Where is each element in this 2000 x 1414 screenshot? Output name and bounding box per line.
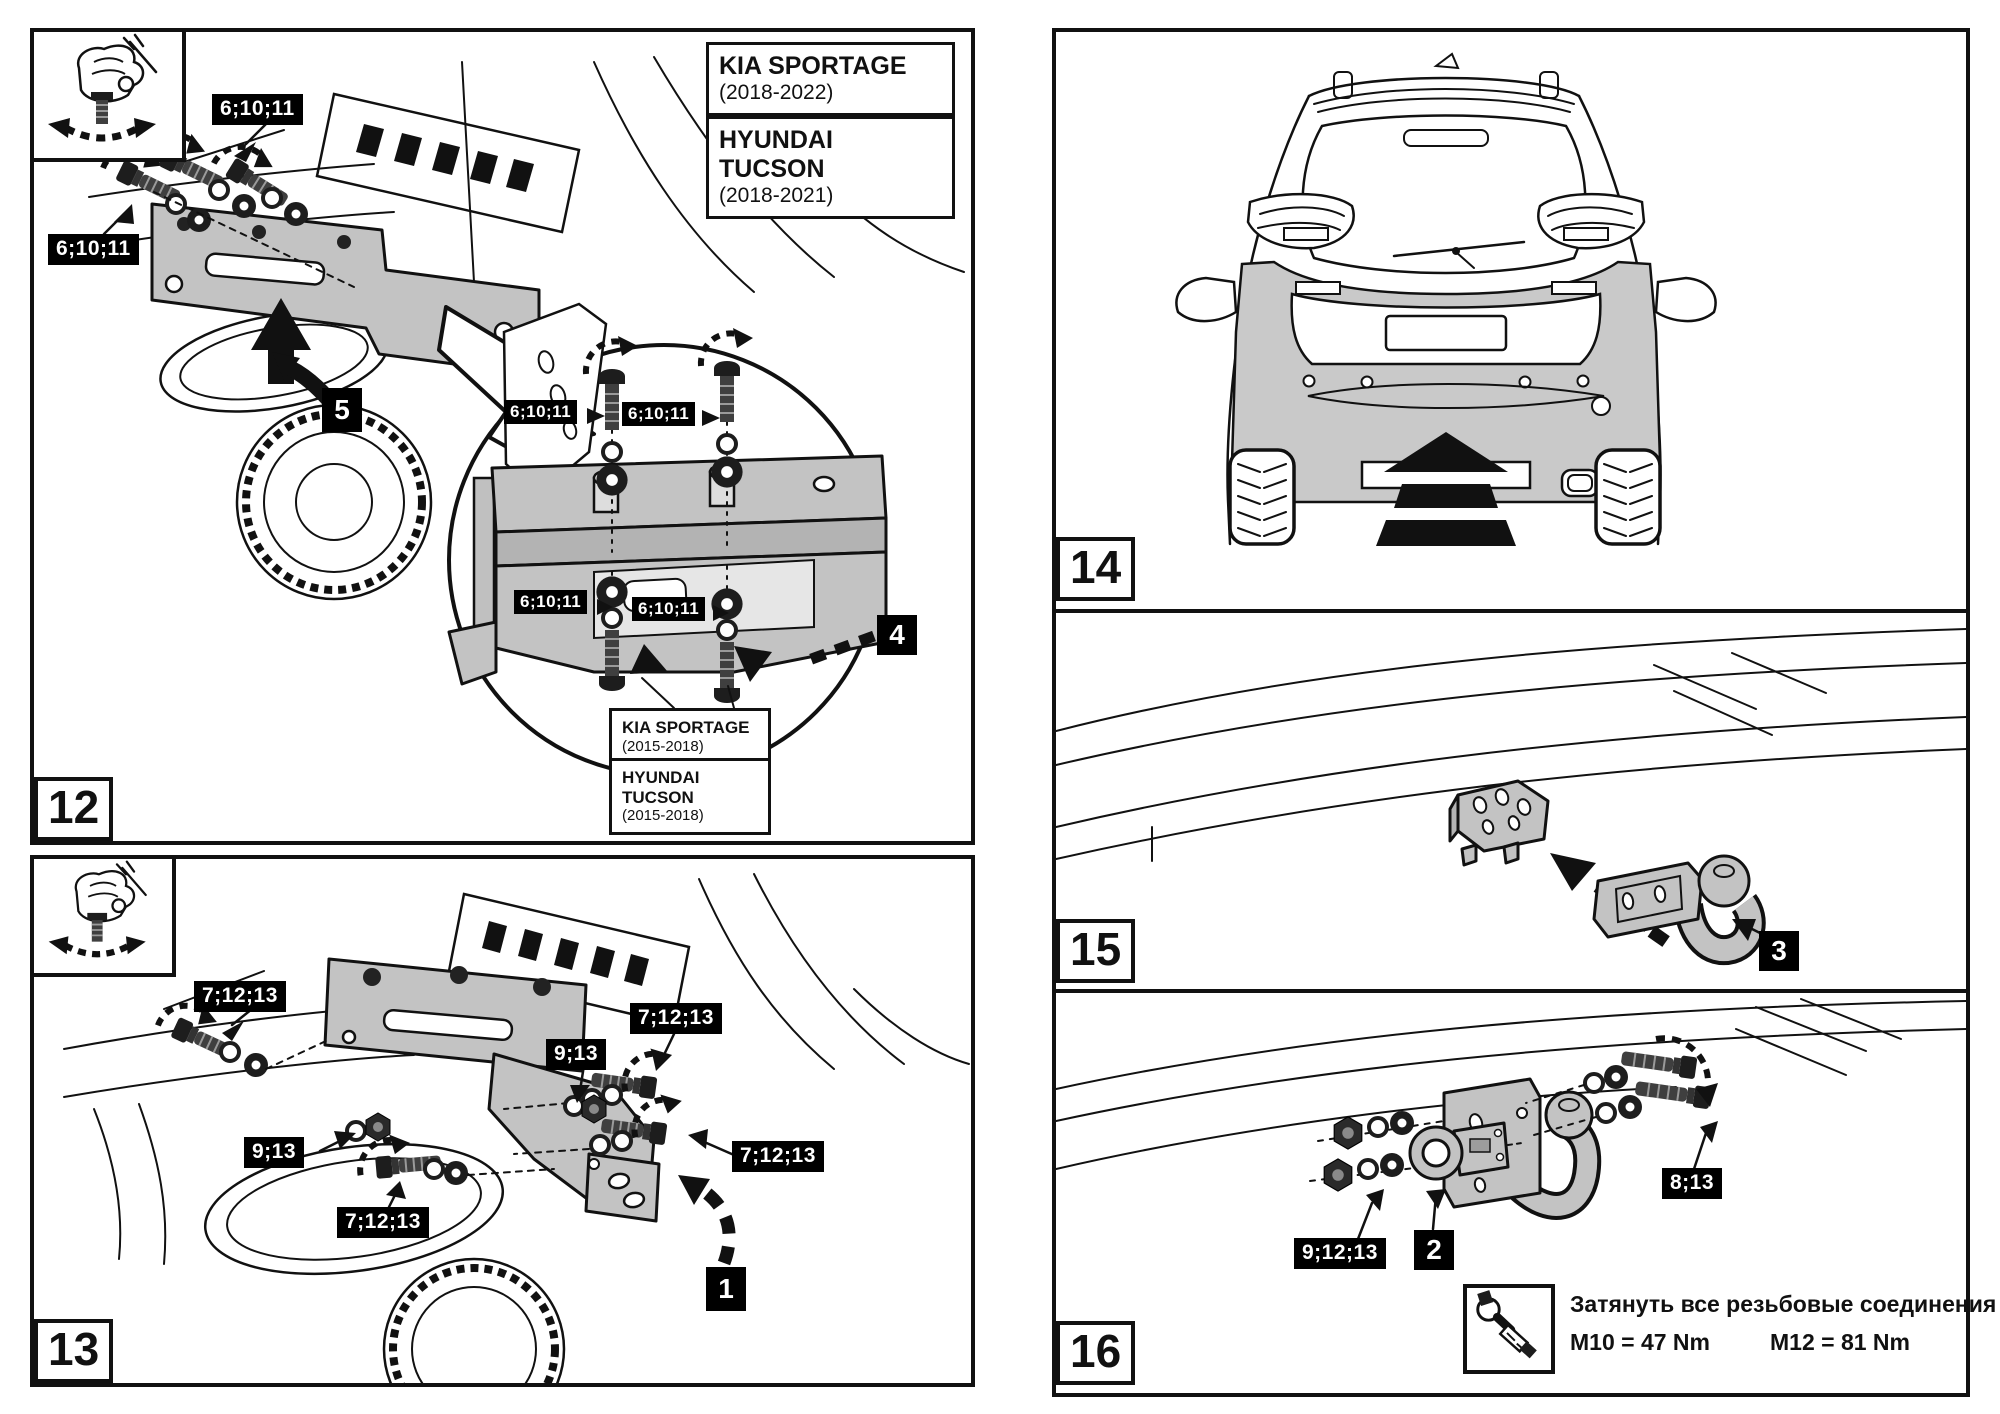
panel-number: 14 [1056, 537, 1135, 601]
fastener-callout: 7;12;13 [630, 1003, 722, 1034]
step-arrow-label: 3 [1759, 931, 1799, 971]
panel-step-16 [1052, 993, 1997, 1397]
torque-value-m12: M12 = 81 Nm [1770, 1329, 1910, 1355]
fastener-callout: 7;12;13 [337, 1207, 429, 1238]
vehicle-model-box [609, 758, 771, 835]
vehicle-model-years: (2015-2018) [622, 807, 704, 825]
step-arrow-label: 1 [706, 1267, 746, 1311]
torque-note-text: Затянуть все резьбовые соединения [1570, 1291, 1997, 1317]
car-rear-view-illustration [1056, 32, 1966, 609]
step-arrow-label: 2 [1414, 1230, 1454, 1270]
step-arrow-label: 5 [322, 388, 362, 432]
fastener-callout: 9;13 [546, 1039, 606, 1070]
torque-wrench-icon [1467, 1288, 1549, 1368]
vehicle-model-years: (2018-2021) [719, 183, 834, 207]
hand-tighten-icon [34, 32, 174, 150]
towbar-attachment-illustration [1056, 613, 1966, 985]
torque-wrench-iconbox [1463, 1284, 1555, 1374]
fastener-callout: 7;12;13 [732, 1141, 824, 1172]
vehicle-model-years: (2018-2022) [719, 80, 834, 104]
vehicle-model-title: HYUNDAI TUCSON [719, 126, 833, 183]
vehicle-model-title: KIA SPORTAGE [622, 718, 750, 737]
fastener-callout: 6;10;11 [48, 234, 139, 265]
step-arrow-label: 4 [877, 615, 917, 655]
panel-step-15 [1052, 613, 1970, 993]
panel-step-13 [30, 855, 975, 1387]
panel-number: 13 [34, 1319, 113, 1383]
hand-tighten-iconbox [34, 859, 176, 977]
fastener-callout: 6;10;11 [212, 94, 303, 125]
fastener-callout: 9;13 [244, 1137, 304, 1168]
fastener-callout: 6;10;11 [514, 590, 587, 614]
panel-number: 16 [1056, 1321, 1135, 1385]
panel-number: 15 [1056, 919, 1135, 983]
vehicle-model-box [706, 116, 955, 219]
vehicle-model-years: (2015-2018) [622, 737, 704, 755]
torque-value-m10: M10 = 47 Nm [1570, 1329, 1710, 1355]
fastener-callout: 9;12;13 [1294, 1238, 1386, 1269]
fastener-callout: 6;10;11 [632, 597, 705, 621]
fastener-callout: 6;10;11 [504, 400, 577, 424]
vehicle-model-title: KIA SPORTAGE [719, 52, 907, 80]
fastener-callout: 8;13 [1662, 1168, 1722, 1199]
torque-values [1570, 1329, 1910, 1356]
hand-tighten-iconbox [34, 32, 186, 162]
vehicle-model-title: HYUNDAI TUCSON [622, 768, 700, 807]
vehicle-model-box [706, 42, 955, 116]
fastener-callout: 6;10;11 [622, 402, 695, 426]
panel-number: 12 [34, 777, 113, 841]
fastener-callout: 7;12;13 [194, 981, 286, 1012]
panel-step-12 [30, 28, 975, 845]
panel-step-14 [1052, 28, 1970, 613]
hand-tighten-icon [34, 859, 164, 965]
